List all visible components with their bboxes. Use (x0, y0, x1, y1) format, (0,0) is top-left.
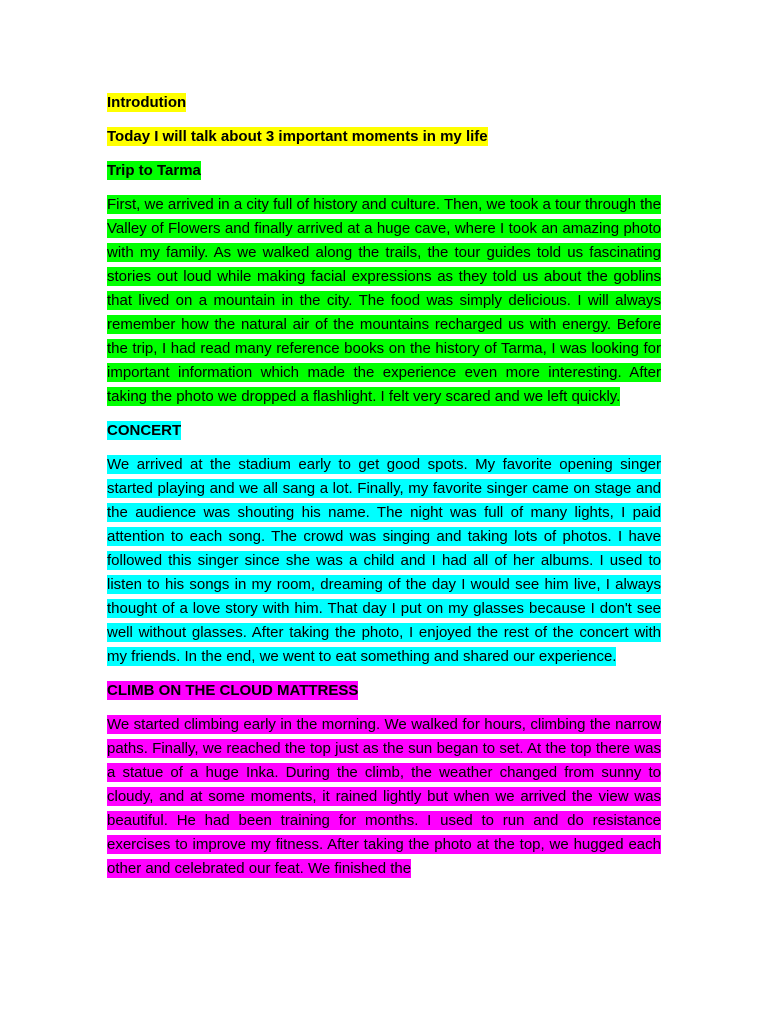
intro-subheading-text: Today I will talk about 3 important moments in my life (107, 128, 488, 145)
section-body-trip-text: First, we arrived in a city full of history and culture. Then, we took a tour through the Valley of Flowers and finally arrived at a huge cave, where I took an amazing photo with my family. As we walked along the trails, the tour guides told us fascinating stories out loud while making facial expressions as they told us about the goblins that lived on a mountain in the city. The food was simply delicious. I will always remember how the natural air of the mountains recharged us with energy. Before the trip, I had read many reference books on the history of Tarma, I was looking for important information which made the experience even more interesting. After taking the photo we dropped a flashlight. I felt very scared and we left quickly. (107, 196, 661, 405)
section-title-concert-text: CONCERT (107, 422, 182, 439)
section-body-concert (107, 453, 661, 669)
section-body-trip (107, 193, 661, 409)
section-body-climb (107, 713, 661, 881)
intro-heading (107, 91, 661, 115)
section-title-climb-text: CLIMB ON THE CLOUD MATTRESS (107, 682, 359, 699)
section-title-trip (107, 159, 661, 183)
intro-heading-text: Introdution (107, 94, 187, 111)
section-body-climb-text: We started climbing early in the morning. We walked for hours, climbing the narrow paths. Finally, we reached the top just as the sun began to set. At the top there was a statue of a huge Inka. During the climb, the weather changed from sunny to cloudy, and at some moments, it rained lightly but when we arrived the view was beautiful. He had been training for months. I used to run and do resistance exercises to improve my fitness. After taking the photo at the top, we hugged each other and celebrated our feat. We finished the (107, 716, 661, 877)
document-page (107, 91, 661, 891)
intro-subheading (107, 125, 661, 149)
section-body-concert-text: We arrived at the stadium early to get good spots. My favorite opening singer started playing and we all sang a lot. Finally, my favorite singer came on stage and the audience was shouting his name. The night was full of many lights, I paid attention to each song. The crowd was singing and taking lots of photos. I have followed this singer since she was a child and I had all of her albums. I used to listen to his songs in my room, dreaming of the day I would see him live, I always thought of a love story with him. That day I put on my glasses because I don't see well without glasses. After taking the photo, I enjoyed the rest of the concert with my friends. In the end, we went to eat something and shared our experience. (107, 456, 661, 665)
section-title-concert (107, 419, 661, 443)
section-title-trip-text: Trip to Tarma (107, 162, 201, 179)
section-title-climb (107, 679, 661, 703)
